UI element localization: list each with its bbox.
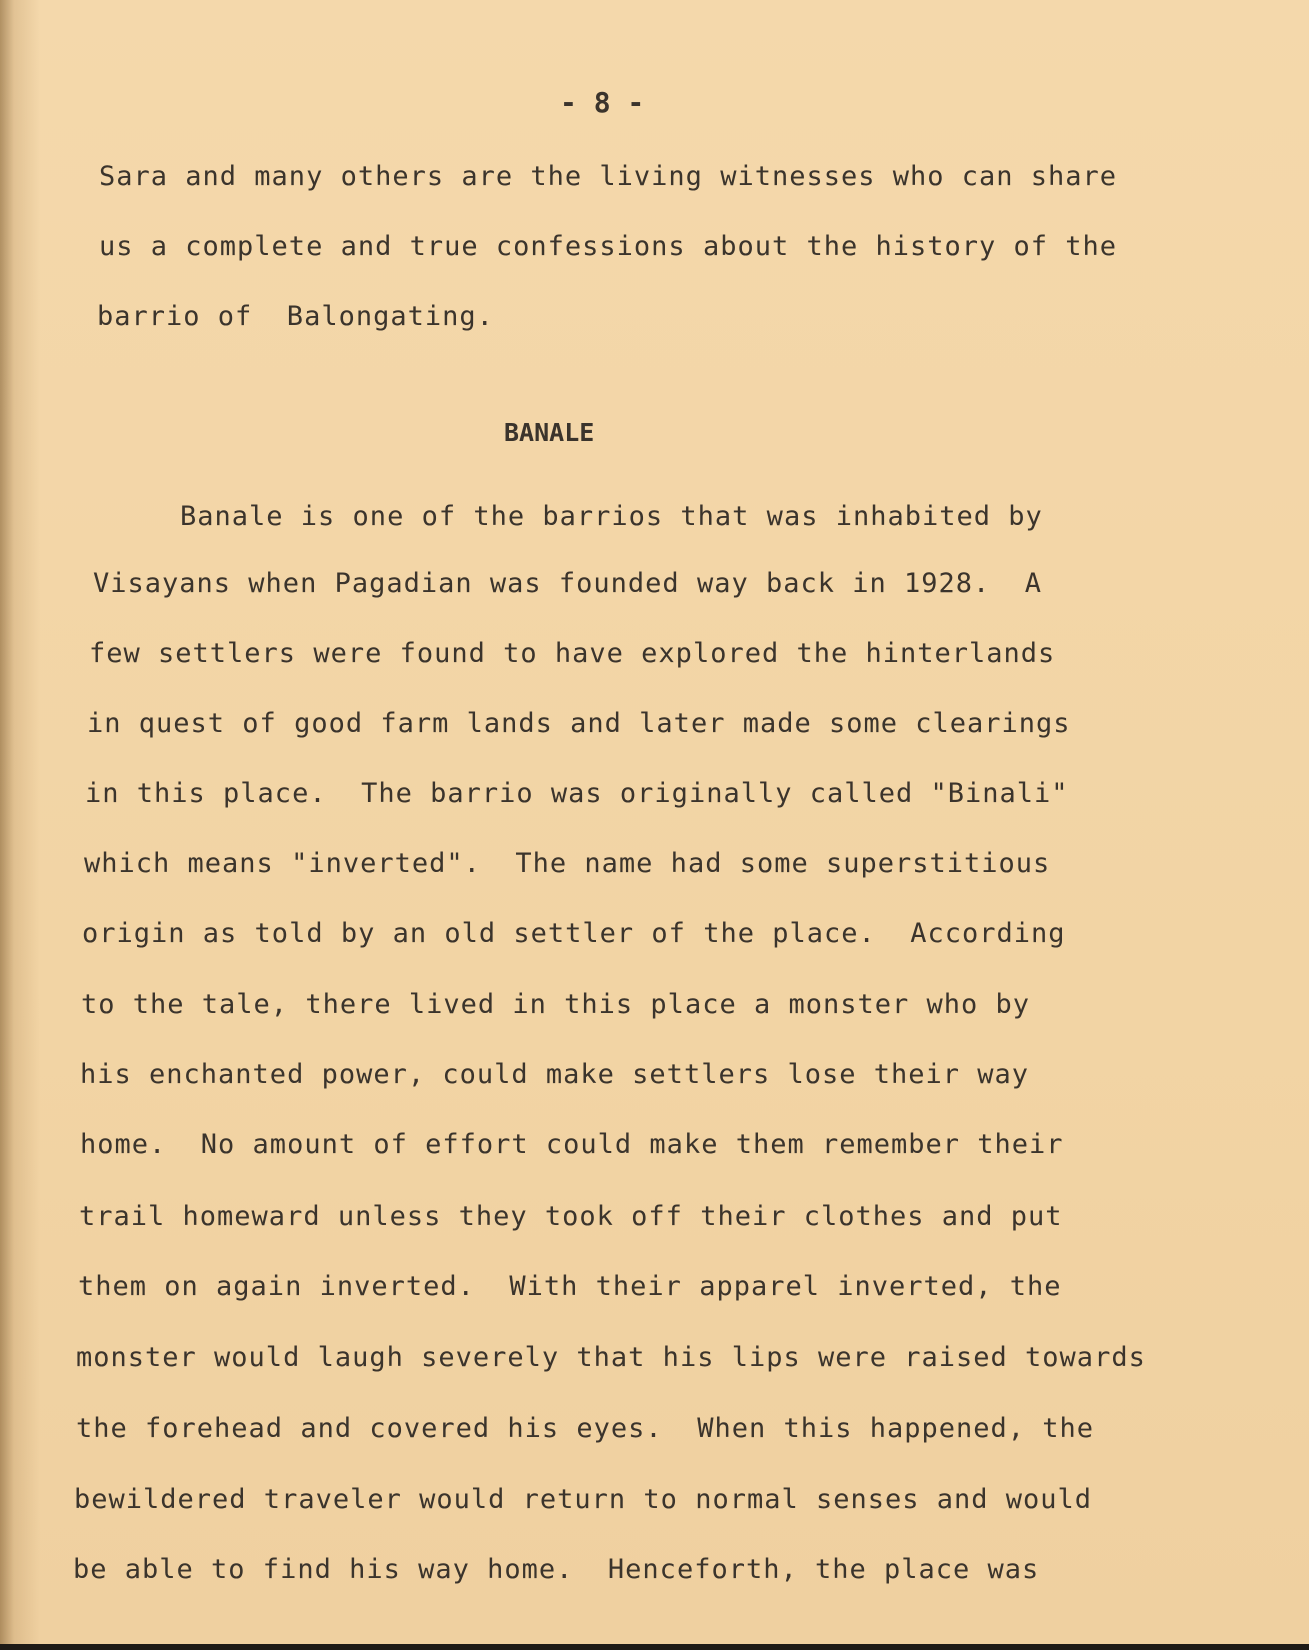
text-line: Banale is one of the barrios that was inhabited by	[180, 501, 1043, 532]
text-line: origin as told by an old settler of the place. According	[82, 918, 1066, 949]
text-line: his enchanted power, could make settlers lose their way	[80, 1059, 1030, 1090]
text-line: monster would laugh severely that his lips were raised towards	[76, 1342, 1146, 1373]
text-line: home. No amount of effort could make them remember their	[80, 1129, 1064, 1160]
text-line: be able to find his way home. Henceforth, the place was	[73, 1554, 1040, 1585]
text-line: us a complete and true confessions about the history of the	[99, 231, 1118, 262]
text-line: the forehead and covered his eyes. When this happened, the	[76, 1413, 1095, 1444]
text-line: few settlers were found to have explored the hinterlands	[89, 638, 1056, 669]
text-line: barrio of Balongating.	[97, 301, 494, 332]
text-line: bewildered traveler would return to normal senses and would	[74, 1484, 1093, 1515]
text-line: which means "inverted". The name had some superstitious	[84, 848, 1051, 879]
text-line: Sara and many others are the living witnesses who can share	[99, 161, 1118, 192]
section-heading: BANALE	[504, 418, 595, 447]
scan-bottom-edge	[0, 1644, 1309, 1650]
text-line: to the tale, there lived in this place a monster who by	[81, 989, 1031, 1020]
text-line: trail homeward unless they took off their clothes and put	[79, 1201, 1063, 1232]
text-line: Visayans when Pagadian was founded way back in 1928. A	[93, 568, 1043, 599]
text-line: them on again inverted. With their apparel inverted, the	[78, 1271, 1062, 1302]
text-line: in quest of good farm lands and later made some clearings	[87, 708, 1071, 739]
text-line: in this place. The barrio was originally called "Binali"	[85, 778, 1069, 809]
page-number: - 8 -	[560, 86, 645, 119]
